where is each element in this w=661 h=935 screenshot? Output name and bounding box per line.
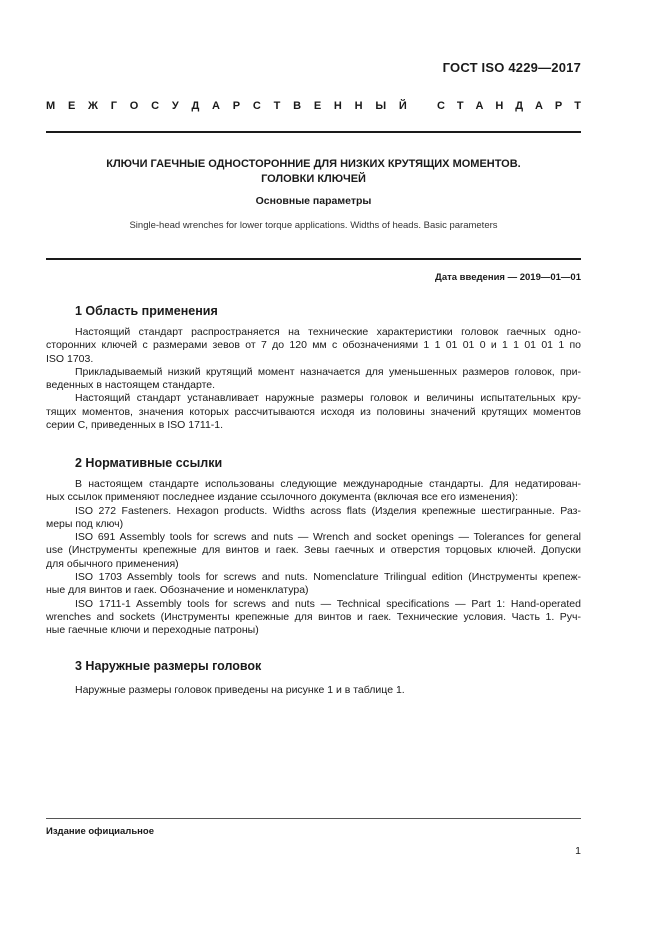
banner-right-letter: Р: [554, 100, 563, 112]
banner-left-letter: Ж: [88, 100, 98, 112]
banner-left-letter: Д: [191, 100, 200, 112]
english-title: Single-head wrenches for lower torque applications. Widths of heads. Basic parameters: [129, 220, 498, 231]
text-line: Настоящий стандарт распространяется на технические характеристики головок гаечных одно-: [75, 326, 581, 338]
text-line: тящих моментов, значения которых рассчитываются исходя из половины значений крутящих моментов: [46, 405, 581, 418]
text-line: Настоящий стандарт устанавливает наружные размеры головок и величины испытательных кру-: [75, 392, 581, 405]
section-2-heading: 2 Нормативные ссылки: [75, 456, 223, 470]
banner-left-letter: У: [171, 100, 179, 112]
text-line: Прикладываемый низкий крутящий момент назначается для уменьшенных размеров головок, при-: [75, 365, 581, 378]
banner-left-letter: Р: [232, 100, 241, 112]
banner-right-letter: А: [535, 100, 543, 112]
document-subtitle: Основные параметры: [255, 195, 372, 207]
banner-left-letter: В: [293, 100, 302, 112]
text-line: Наружные размеры головок приведены на рисунке 1 и в таблице 1.: [75, 684, 405, 696]
banner-left-letter: Н: [354, 100, 363, 112]
banner-left-letter: А: [212, 100, 220, 112]
text-line: для обычного применения): [46, 557, 179, 570]
section-1-body: [46, 326, 581, 432]
banner-left-letter: О: [129, 100, 139, 112]
document-title-line1: КЛЮЧИ ГАЕЧНЫЕ ОДНОСТОРОННИЕ ДЛЯ НИЗКИХ КРУТЯЩИХ МОМЕНТОВ.: [106, 158, 521, 170]
introduction-date: Дата введения — 2019—01—01: [435, 272, 581, 283]
text-line: ISO 1703.: [46, 352, 94, 365]
banner-left-letter: Й: [398, 100, 407, 112]
section-1-heading: 1 Область применения: [75, 304, 218, 318]
banner-standard: [437, 100, 581, 112]
banner-left-letter: Ы: [375, 100, 387, 112]
header-rule: [46, 131, 581, 133]
banner-right-letter: Т: [574, 100, 581, 112]
banner-right-letter: А: [475, 100, 484, 112]
banner-right-letter: С: [437, 100, 445, 112]
text-line: ные гаечные ключи и переходные патроны): [46, 624, 259, 637]
text-line: ные для винтов и гаек. Обозначение и номенклатура): [46, 584, 309, 597]
text-line: use (Инструменты крепежные для винтов и гаек. Зевы гаечных и отверстия торцовых ключей. Допуски: [46, 544, 581, 557]
standard-number: ГОСТ ISO 4229—2017: [442, 60, 581, 75]
text-line: ISO 1711-1 Assembly tools for screws and nuts — Technical specifications — Part 1: Hand-operated: [75, 597, 581, 610]
banner-right-letter: Д: [515, 100, 524, 112]
banner-left-letter: Н: [333, 100, 342, 112]
banner-right-letter: Т: [456, 100, 464, 112]
banner-left-letter: Г: [110, 100, 118, 112]
banner-left-letter: С: [151, 100, 160, 112]
text-line: меры под ключ): [46, 517, 124, 530]
text-line: сторонних ключей с размерами зевов от 7 до 120 мм с обозначениями 1 1 01 01 0 и 1 1 01 01 1 по: [46, 339, 581, 352]
text-line: ISO 1703 Assembly tools for screws and nuts. Nomenclature Trilingual edition (Инструменты крепеж-: [75, 571, 581, 584]
banner-left-letter: С: [252, 100, 261, 112]
banner-interstate: [46, 100, 407, 112]
banner-left-letter: М: [46, 100, 56, 112]
title-rule: [46, 258, 581, 260]
text-line: веденных в настоящем стандарте.: [46, 379, 216, 392]
banner-left-letter: Е: [67, 100, 76, 112]
text-line: ISO 691 Assembly tools for screws and nuts — Wrench and socket openings — Tolerances for general: [75, 531, 581, 544]
banner-left-letter: Т: [273, 100, 281, 112]
banner-right-letter: Н: [495, 100, 504, 112]
document-title-line2: ГОЛОВКИ КЛЮЧЕЙ: [261, 173, 366, 185]
section-3-heading: 3 Наружные размеры головок: [75, 659, 262, 673]
footer-rule: [46, 818, 581, 819]
text-line: ISO 272 Fasteners. Hexagon products. Widths across flats (Изделия крепежные шестигранные. Раз-: [75, 504, 581, 517]
text-line: ных ссылок применяют последнее издание ссылочного документа (включая все его изменения):: [46, 491, 519, 504]
section-3-body: [75, 684, 581, 697]
text-line: серии С, приведенных в ISO 1711-1.: [46, 419, 224, 432]
text-line: В настоящем стандарте использованы следующие международные стандарты. Для недатирован-: [75, 478, 581, 490]
text-line: wrenches and sockets (Инструменты крепежные для винтов и гаек. Технические условия. Часть 1. Руч-: [46, 610, 581, 623]
banner-left-letter: Е: [313, 100, 322, 112]
official-edition-label: Издание официальное: [46, 826, 154, 837]
section-2-body: [46, 478, 581, 638]
page-number: 1: [575, 845, 581, 857]
